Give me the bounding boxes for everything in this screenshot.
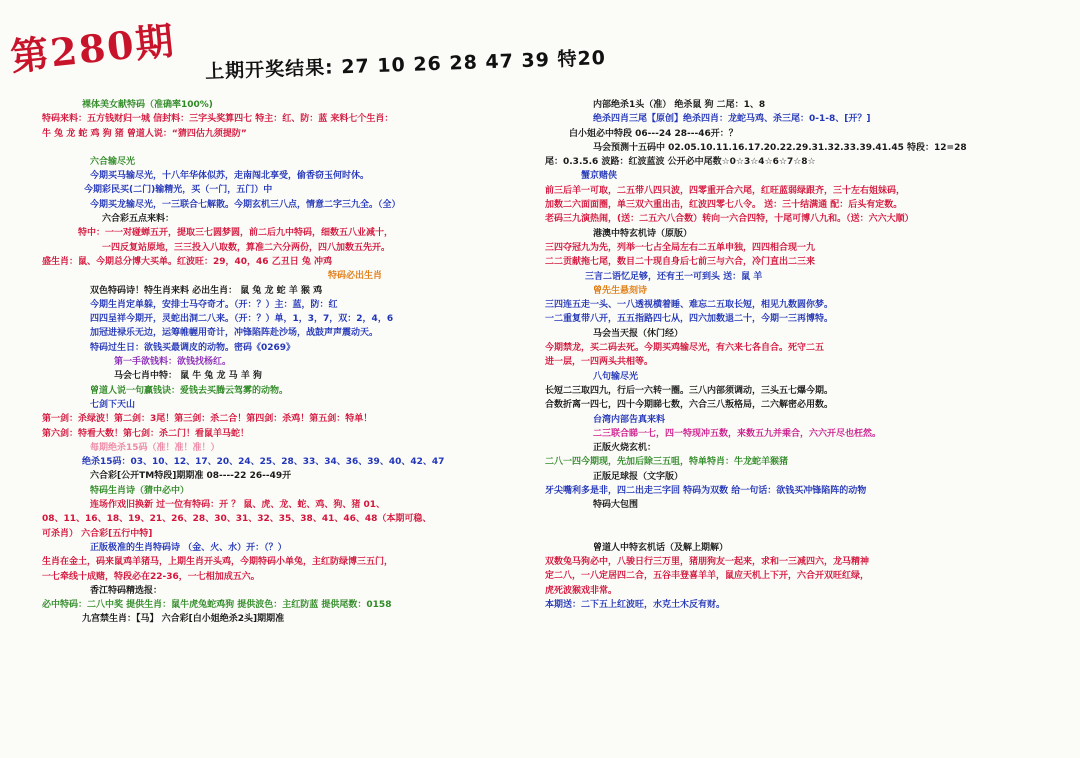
text-line: 特中：一一对碰蝉五开，提取三七圆梦圆，前二后九中特码，细数五八业减十，: [78, 228, 394, 239]
text-line: 双色特码诗！特生肖来料 必出生肖： 鼠 兔 龙 蛇 羊 猴 鸡: [90, 285, 323, 296]
text-line: 正版火烧玄机：: [593, 443, 657, 454]
text-line: 长短二三取四九，行后一六转一圈。三八内部须调动，三头五七爆今期。: [545, 385, 834, 396]
spacer: [42, 141, 542, 155]
text-line: 双数兔马狗必中，八骏日行三万里，猪朋狗友一起来，求和一三减四六，龙马精神: [545, 556, 870, 567]
text-line: 特码来料：五方钱财归一城 信封料：三字头奖算四七 特主：红、防：蓝 来料七个生肖：: [42, 114, 394, 125]
text-line: 第一手欲钱料：欲钱找杨红。: [114, 357, 232, 368]
spacer: [545, 527, 1075, 541]
text-line: 牛 兔 龙 蛇 鸡 狗 猪 曾道人说：“猜四估九须提防”: [42, 128, 247, 139]
text-line: 三四连五走一头、一八透视横着睡、难忘二五取长短，相见九数圆你梦。: [545, 300, 834, 311]
text-line: 曾道人中特玄机话（及解上期解）: [593, 542, 729, 553]
text-line: 二二贡献拖七尾，数目二十现自身后七前三与六合，冷门直出二三来: [545, 257, 816, 268]
text-line: 绝杀四肖三尾【原创】绝杀四肖：龙蛇马鸡、杀三尾：0-1-8、[开？]: [593, 114, 871, 125]
text-line: 七剑下天山: [90, 399, 136, 410]
text-line: 加数二六面面圈，单三双六重出击，红波四零七八令。 送：三十结满通 配：后头有定数。: [545, 200, 903, 211]
text-line: 今期生肖定单躲，安排士马夺奇才。（开：？）主：蓝，防：红: [90, 299, 338, 310]
text-line: 尾：0.3.5.6 波路：红波蓝波 公开必中尾数☆0☆3☆4☆6☆7☆8☆: [545, 157, 816, 168]
text-line: 特码大包围: [593, 500, 639, 511]
text-line: 今期买龙输尽光，一三联合七解散。今期玄机三八点，情意二字三九全。（全）: [90, 199, 401, 210]
text-line: 正版极准的生肖特码诗 （金、火、水）开：（？）: [90, 542, 287, 553]
text-line: 特码必出生肖: [328, 271, 383, 282]
text-line: 前三后羊一可取，二五带八四只波，四零重开合六尾，红旺蓝弱绿跟齐，三十左右姐妹码，: [545, 185, 906, 196]
text-line: 港澳中特玄机诗（原版）: [593, 228, 693, 239]
text-line: 三四夺冠九为先，列举一七占全局左右二五单申独，四四相合现一九: [545, 242, 816, 253]
text-line: 进一层，一四两头共相等。: [545, 357, 654, 368]
text-line: 一四反复站原地，三三投入八取数，算准二六分两份，四八加数五先开。: [102, 242, 391, 253]
text-line: 生肖在金土，码来鼠鸡羊猪马，上期生肖开头鸡，今期特码小单兔，主红防绿博三五门，: [42, 557, 394, 568]
text-line: 绝杀15码：03、10、12、17、20、24、25、28、33、34、36、39、40、42、47: [82, 457, 445, 468]
text-line: 第六剑：特看大数！第七剑：杀二门！看鼠羊马蛇！: [42, 428, 250, 439]
text-line: 可杀肖） 六合彩[五行中特]: [42, 528, 153, 539]
text-line: 六合输尽光: [90, 156, 136, 167]
text-line: 蟹京赌侠: [581, 171, 618, 182]
text-line: 八句输尽光: [593, 371, 639, 382]
text-line: 08、11、16、18、19、21、26、28、30、31、32、35、38、41、46、48（本期可稳、: [42, 514, 432, 525]
last-draw-result: 上期开奖结果: 27 10 26 28 47 39 特20: [204, 47, 607, 83]
text-line: 台湾内部告真来料: [593, 414, 666, 425]
text-line: 一七牵线十成赌，特段必在22-36，一七相加成五六。: [42, 571, 260, 582]
text-line: 二三联合睇一七，四一特现冲五数，来数五九并乘合，六六开尽也枉然。: [593, 428, 882, 439]
text-line: 马会当天报（休门经）: [593, 328, 684, 339]
text-line: 曾先生悬刻诗: [593, 285, 648, 296]
text-line: 马会预测十五码中 02.05.10.11.16.17.20.22.29.31.32.33.39.41.45 特段：12=28: [593, 142, 967, 153]
text-line: 马会七肖中特： 鼠 牛 兔 龙 马 羊 狗: [114, 371, 262, 382]
text-line: 二八一四今期现，先加后除三五咀，特单特肖：牛龙蛇羊猴猪: [545, 457, 789, 468]
text-line: 内部绝杀1头（准） 绝杀鼠 狗 二尾：1、8: [593, 100, 766, 110]
text-line: 今期彩民买(二门)输精光，买（一门，五门）中: [84, 185, 273, 196]
text-line: 必中特码：二八中奖 提供生肖：鼠牛虎兔蛇鸡狗 提供波色：主红防蓝 提供尾数：0158: [42, 600, 392, 611]
left-column: [42, 98, 542, 627]
spacer: [545, 513, 1075, 527]
right-column: [545, 98, 1075, 612]
text-line: 今期买马输尽光，十八年华体似苏，走南闯北享受，偷香窃玉何时休。: [90, 171, 370, 182]
issue-number-title: 第280期: [8, 17, 178, 80]
text-line: 正版足球报（文字版）: [593, 471, 684, 482]
text-line: 六合彩五点来料：: [102, 214, 175, 225]
text-line: 本期送：二下五上红波旺，水克土木反有财。: [545, 599, 726, 610]
text-line: 第一剑：杀绿波！第二剑：3尾！第三剑：杀二合！第四剑：杀鸡！第五剑：特单！: [42, 414, 373, 425]
text-line: 合数折离一四七，四十今期睇七数，六合三八叛格局，二六解密必用数。: [545, 400, 834, 411]
text-line: 九宫禁生肖：【马】 六合彩[白小姐绝杀2头]期期准: [82, 614, 285, 625]
text-line: 四四呈祥今期开，灵蛇出洞二八来。（开：？）单，1，3，7，双：2，4，6: [90, 314, 394, 325]
text-line: 一二重复带八开，五五指路四七从，四六加数退二十，今期一三再博特。: [545, 314, 834, 325]
text-line: 六合彩[公开TM特段]期期准 08----22 26--49开: [90, 471, 292, 482]
text-line: 虎死波猴戏非常。: [545, 585, 618, 596]
text-line: 白小姐必中特段 06---24 28---46开：？: [569, 128, 738, 139]
text-line: 今期禁龙，买二码去死。今期买鸡输尽光，有六来七各自合。死守二五: [545, 343, 825, 354]
text-line: 加冠进禄乐无边，运筹帷幄用奇计，冲锋陷阵赴沙场，战鼓声声震动天。: [90, 328, 379, 339]
text-line: 老码三九演热闹，(送：二五六八合数）转向一六合四特，十尾可博八九和。（送：六六大顺）: [545, 214, 914, 225]
text-line: 牙尖嘴利多是非，四二出走三字回 特码为双数 给一句话：欲钱买冲锋陷阵的动物: [545, 486, 867, 497]
text-line: 裸体美女献特码（准确率100%): [82, 100, 213, 110]
text-line: 定二八，一八定居四二合，五谷丰登喜羊羊，鼠应天机上下开，六合开双旺红绿，: [545, 571, 870, 582]
text-line: 香江特码精选报：: [90, 585, 163, 596]
text-line: 盛生肖：鼠、今期总分博大买单。红波旺：29，40，46 乙丑日 兔 冲鸡: [42, 256, 332, 267]
text-line: 曾道人说一句赢钱诀：爱钱去买腾云驾雾的动物。: [90, 385, 289, 396]
text-line: 三言二语忆足够，还有王一可到头 送：鼠 羊: [585, 271, 763, 282]
text-line: 特码生肖诗（猜中必中）: [90, 485, 190, 496]
text-line: 连场作戏旧换新 过一位有特码：开 ？ 鼠、虎、龙、蛇、鸡、狗、猪 01、: [90, 500, 386, 511]
text-line: 特码过生日：欲钱买最调皮的动物。密码《0269》: [90, 342, 296, 353]
text-line: 每期绝杀15码（准！准！准！）: [90, 442, 220, 453]
